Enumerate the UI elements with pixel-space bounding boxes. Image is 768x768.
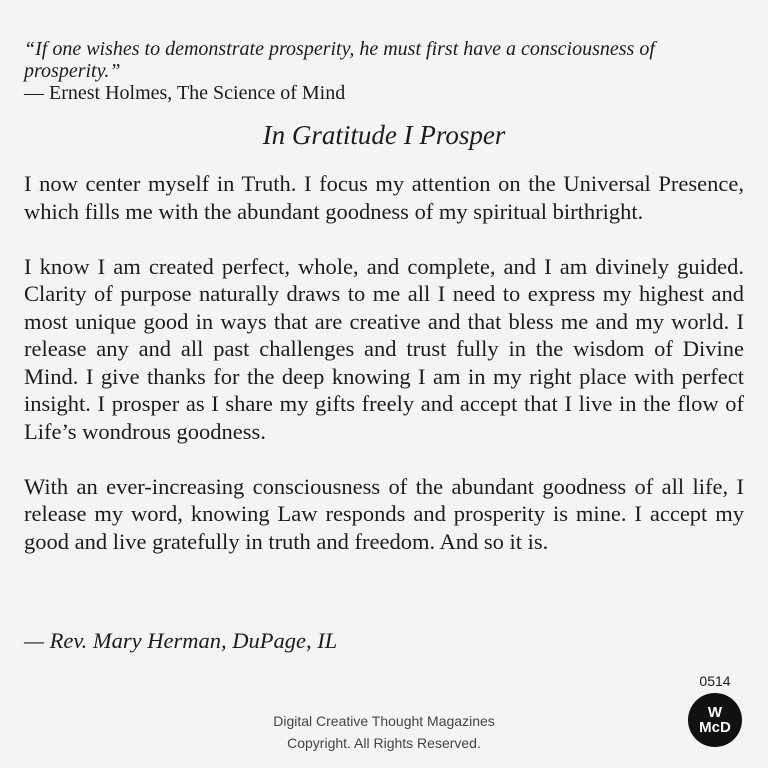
quote-text: “If one wishes to demonstrate prosperity, he must first have a consciousness of prosperity.” <box>24 38 655 82</box>
paragraph-2: I know I am created perfect, whole, and complete, and I am divinely guided. Clarity of purpose naturally draws to me all I need to express my highest and most unique good in ways that are creative and that bless me and my world. I release any and all past challenges and trust fully in the wisdom of Divine Mind. I give thanks for the deep knowing I am in my right place with perfect insight. I prosper as I share my gifts freely and accept that I live in the flow of Life’s wondrous goodness. <box>24 253 744 444</box>
logo-bottom-text: McD <box>699 719 731 736</box>
footer-copyright: Copyright. All Rights Reserved. <box>287 735 481 751</box>
footer-publisher: Digital Creative Thought Magazines <box>273 713 495 729</box>
quote-attribution: — Ernest Holmes, The Science of Mind <box>24 82 346 104</box>
paragraph-1: I now center myself in Truth. I focus my attention on the Universal Presence, which fills me with the abundant goodness of my spiritual birthright. <box>24 171 744 224</box>
paragraph-3: With an ever-increasing consciousness of the abundant goodness of all life, I release my word, knowing Law responds and prosperity is mine. I accept my good and live gratefully in truth and freedom. And so it is. <box>24 473 744 554</box>
issue-code: 0514 <box>699 673 731 689</box>
affirmation-body <box>24 170 744 555</box>
page-title: In Gratitude I Prosper <box>262 120 506 150</box>
opening-quote <box>24 38 744 104</box>
wmcd-logo <box>688 693 742 747</box>
author-signature: — Rev. Mary Herman, DuPage, IL <box>24 628 338 653</box>
footer <box>0 710 768 754</box>
logo-top-text: W <box>707 704 723 721</box>
